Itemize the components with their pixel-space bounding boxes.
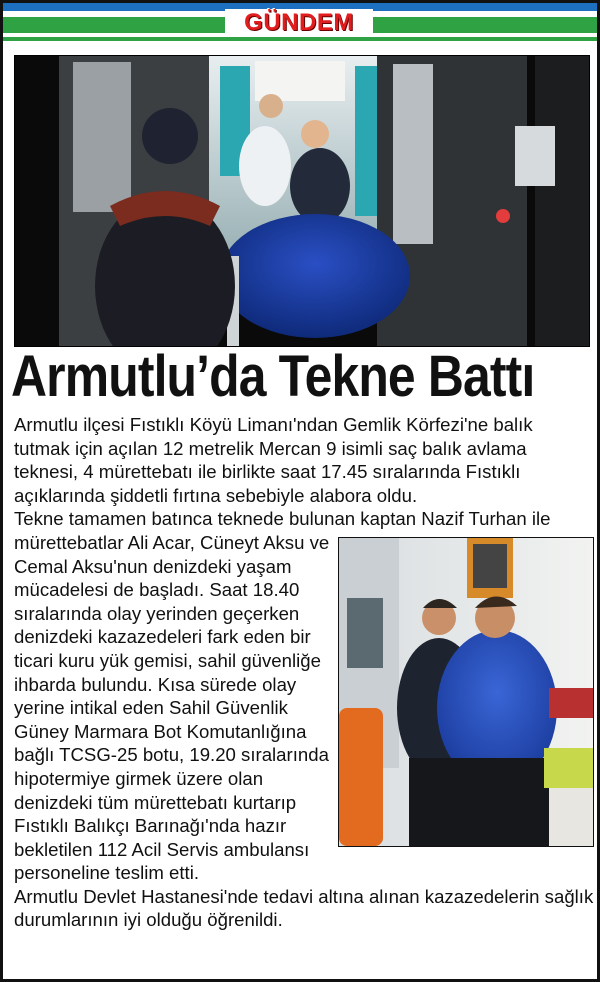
ambulance-rescue-photo bbox=[14, 55, 590, 347]
layout-spacer bbox=[593, 413, 594, 535]
banner-green-stripe-lower bbox=[3, 37, 597, 41]
article-paragraph-1: Armutlu ilçesi Fıstıklı Köyü Limanı'ndan Gemlik Körfezi'ne balık tutmak için açılan 12 metrelik Mercan 9 isimli saç balık avlama teknesi, 4 mürettebatı ile birlikte saat 17.45 sıralarında Fıstıklı açıklarında şiddetli fırtına sebebiyle alabora oldu. bbox=[14, 414, 533, 506]
section-label: GÜNDEM bbox=[225, 9, 373, 37]
section-banner bbox=[3, 3, 597, 43]
rescued-fishermen-photo bbox=[338, 537, 594, 847]
article-body bbox=[14, 413, 594, 932]
article-paragraph-2: Tekne tamamen batınca teknede bulunan kaptan Nazif Turhan ile mürettebatlar Ali Acar, Cüneyt Aksu ve Cemal Aksu'nun denizdeki yaşam mücadelesi de başladı. Saat 18.40 sıralarında olay yerinden geçerken denizdeki kazazedeleri fark eden bir ticari kuru yük gemisi, sahil güvenliğe ihbarda bulundu. Kısa sürede olay yerine intikal eden Sahil Güvenlik Güney Marmara Bot Komutanlığına bağlı TCSG-25 botu, 19.20 sıralarında hipotermiye girmek üzere olan denizdeki tüm mürettebatı kurtarıp Fıstıklı Balıkçı Barınağı'nda hazır bekletilen 112 Acil Servis ambulansı personeline teslim etti. bbox=[14, 508, 551, 884]
headline: Armutlu’da Tekne Battı bbox=[11, 344, 535, 409]
article-paragraph-3: Armutlu Devlet Hastanesi'nde tedavi altına alınan kazazedelerin sağlık durumlarının iyi olduğu öğrenildi. bbox=[14, 885, 594, 931]
